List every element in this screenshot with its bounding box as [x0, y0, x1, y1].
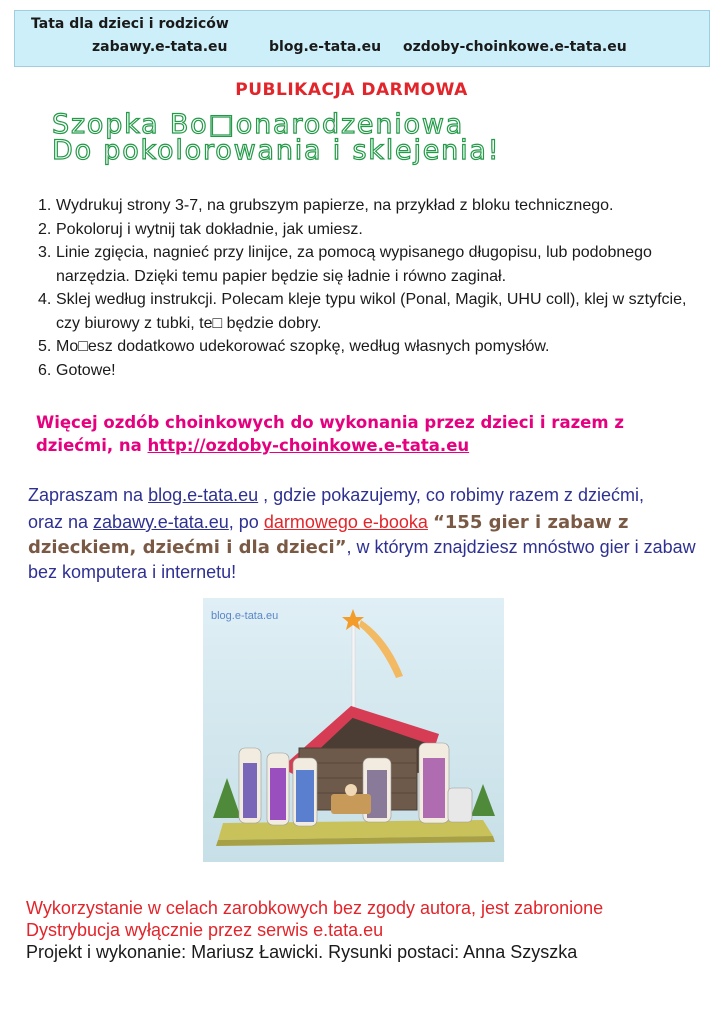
- step-text: Linie zgięcia, nagnieć przy linijce, za pomocą wypisanego długopisu, lub podobnego narzędzia. Dzięki temu papier będzie się ładnie i równo zaginał.: [56, 244, 652, 285]
- step-number: 5.: [38, 338, 52, 355]
- header-banner: [14, 10, 710, 67]
- invite-text: , w którym znajdziesz mnóstwo gier i zabaw bez komputera i internetu!: [28, 537, 696, 582]
- ozdoby-url-link[interactable]: http://ozdoby-choinkowe.e-tata.eu: [147, 436, 470, 455]
- step-text: Sklej według instrukcji. Polecam kleje typu wikol (Ponal, Magik, UHU coll), klej w sztyfcie, czy biurowy z tubki, te□ będzie dobry.: [56, 291, 687, 332]
- step-number: 6.: [38, 361, 52, 379]
- invite-text: , gdzie pokazujemy, co robimy razem z dziećmi,: [258, 485, 644, 505]
- publication-label: PUBLIKACJA DARMOWA: [235, 80, 468, 100]
- step-number: 2.: [38, 220, 52, 238]
- step-text: Pokoloruj i wytnij tak dokładnie, jak umiesz.: [56, 220, 363, 238]
- link-ozdoby[interactable]: ozdoby-choinkowe.e-tata.eu: [403, 39, 627, 55]
- step-number: 4.: [38, 291, 52, 308]
- credits: Projekt i wykonanie: Mariusz Ławicki. Rysunki postaci: Anna Szyszka: [26, 942, 578, 962]
- invite-text: Zapraszam na: [28, 485, 149, 505]
- zabawy-link[interactable]: zabawy.e-tata.eu: [93, 512, 229, 532]
- step-text: Gotowe!: [56, 361, 116, 379]
- page-title-line-2: Do pokolorowania i sklejenia!: [52, 135, 501, 166]
- usage-restriction: Wykorzystanie w celach zarobkowych bez zgody autora, jest zabronione: [26, 898, 604, 918]
- more-ornaments-text: Więcej ozdób choinkowych do wykonania przez dzieci i razem z dziećmi, na: [36, 413, 624, 455]
- nativity-photo: [203, 598, 504, 862]
- instruction-step: [38, 288, 688, 335]
- photo-watermark: blog.e-tata.eu: [211, 610, 279, 622]
- step-number: 1.: [38, 197, 52, 214]
- link-blog[interactable]: blog.e-tata.eu: [269, 39, 382, 55]
- nativity-scene-image: [203, 598, 504, 862]
- ebook-link[interactable]: darmowego e-booka: [263, 512, 428, 532]
- site-title: Tata dla dzieci i rodziców: [31, 16, 229, 32]
- link-zabawy[interactable]: zabawy.e-tata.eu: [92, 39, 228, 55]
- distribution-note: Dystrybucja wyłącznie przez serwis e.tata.eu: [26, 920, 384, 940]
- step-number: 3.: [38, 244, 52, 261]
- more-ornaments-note: [36, 411, 676, 457]
- step-text: Mo□esz dodatkowo udekorować szopkę, według własnych pomysłów.: [56, 338, 550, 355]
- invite-line-2: [28, 510, 708, 584]
- instruction-step: [38, 218, 688, 242]
- invite-text: , po: [228, 512, 264, 532]
- instruction-step: [38, 241, 688, 288]
- invite-text: oraz na: [28, 512, 94, 532]
- blog-link[interactable]: blog.e-tata.eu: [148, 485, 259, 505]
- instruction-step: [38, 194, 688, 218]
- invite-line-1: [28, 483, 708, 507]
- ebook-title: “155 gier i zabaw z dzieckiem, dziećmi i dla dzieci”: [28, 512, 629, 558]
- instructions-list: [38, 194, 688, 382]
- invite-paragraph: [28, 483, 708, 584]
- instruction-step: [38, 359, 688, 383]
- page-title-line-1: Szopka Bo□onarodzeniowa: [52, 109, 465, 140]
- step-text: Wydrukuj strony 3-7, na grubszym papierze, na przykład z bloku technicznego.: [56, 197, 614, 214]
- instruction-step: [38, 335, 688, 359]
